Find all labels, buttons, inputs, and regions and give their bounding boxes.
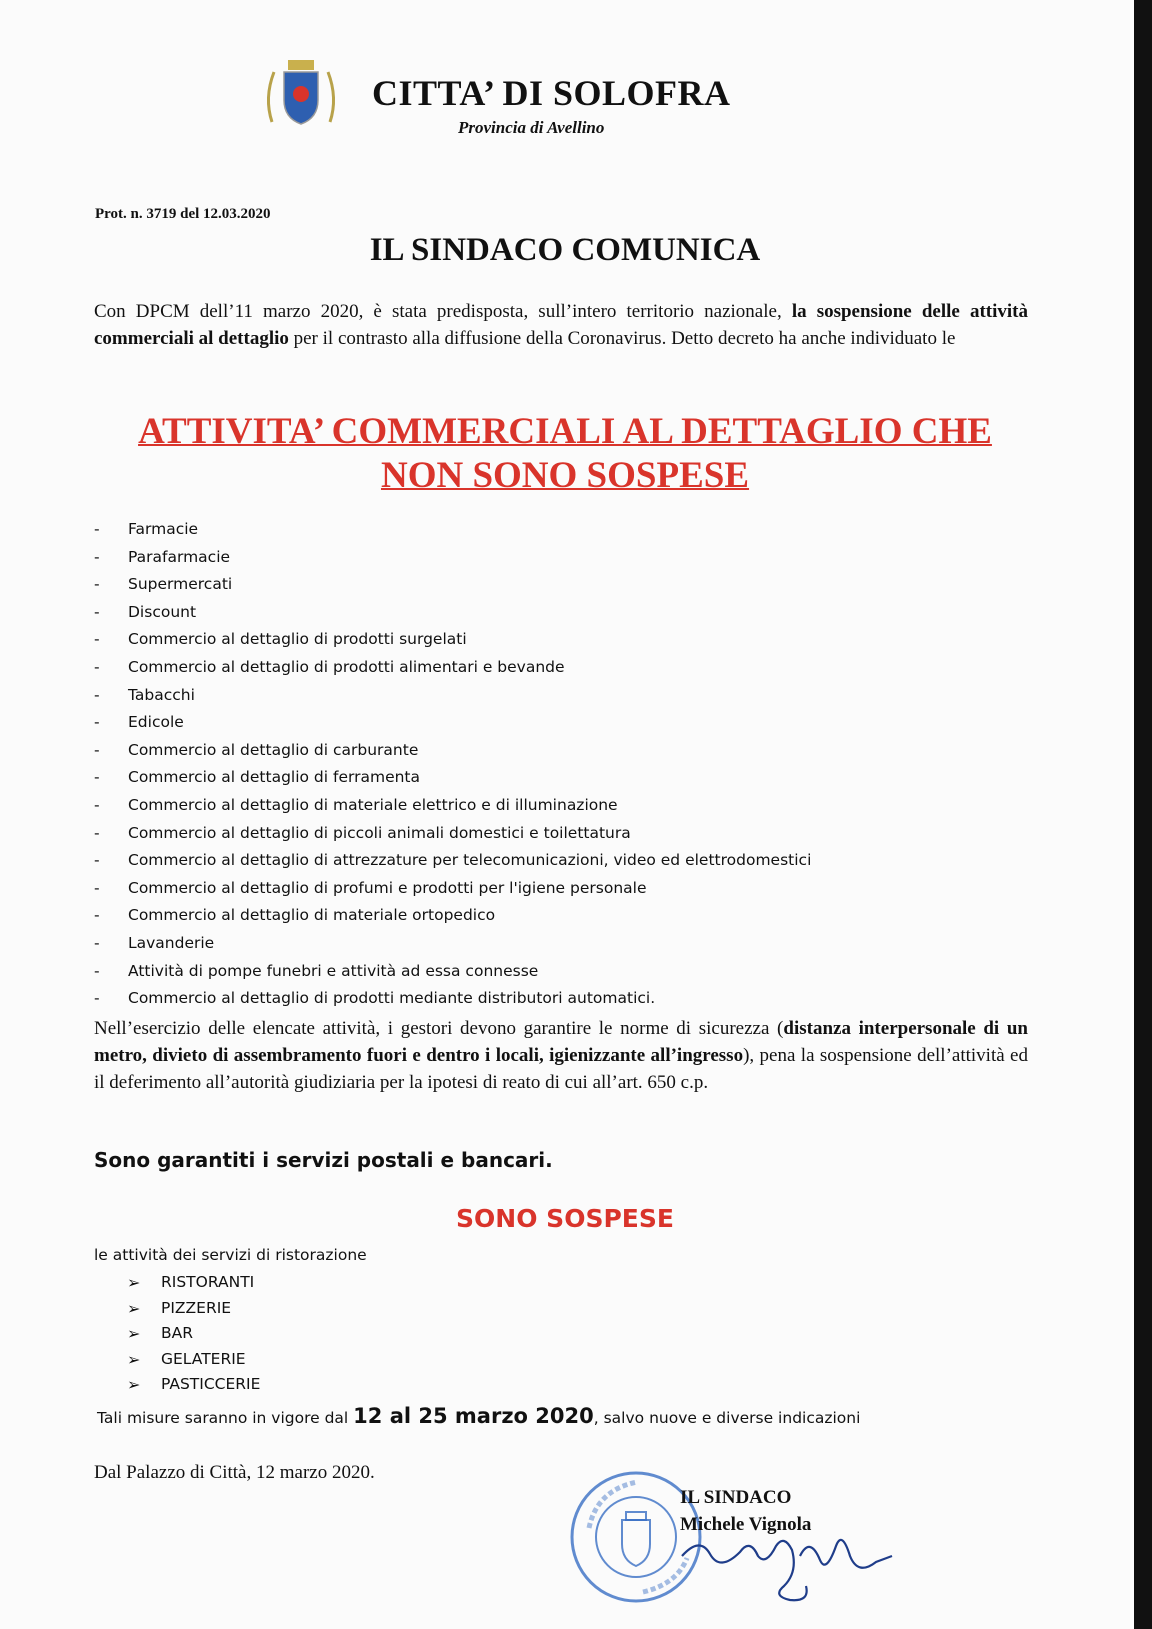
activity-label: Commercio al dettaglio di carburante (128, 740, 419, 759)
activity-label: Lavanderie (128, 933, 215, 952)
signatory-title: IL SINDACO (680, 1487, 792, 1508)
list-item (94, 985, 811, 1013)
suspended-item-label: PIZZERIE (161, 1298, 232, 1317)
list-item (94, 792, 811, 820)
activity-label: Commercio al dettaglio di attrezzature per telecomunicazioni, video ed elettrodomestici (128, 851, 812, 870)
list-item (94, 571, 811, 599)
arrow-bullet-icon: ➢ (127, 1349, 141, 1369)
page-title: IL SINDACO COMUNICA (369, 232, 761, 268)
activity-label: Commercio al dettaglio di prodotti mediante distributori automatici. (128, 989, 656, 1008)
activities-list (94, 516, 811, 1013)
list-item (94, 709, 811, 737)
suspended-item-label: RISTORANTI (161, 1273, 255, 1291)
dash-bullet: - (94, 878, 100, 897)
province-subtitle: Provincia di Avellino (458, 118, 605, 137)
dash-bullet: - (94, 933, 100, 952)
list-item (94, 902, 811, 930)
dash-bullet: - (94, 823, 100, 842)
arrow-bullet-icon: ➢ (127, 1298, 141, 1318)
list-item (127, 1270, 260, 1296)
dash-bullet: - (94, 851, 100, 870)
list-item (94, 820, 811, 848)
protocol-number: Prot. n. 3719 del 12.03.2020 (95, 206, 271, 222)
list-item (94, 626, 811, 654)
list-item (94, 764, 811, 792)
suspended-list (127, 1270, 260, 1398)
dash-bullet: - (94, 602, 100, 621)
dash-bullet: - (94, 685, 100, 704)
list-item (94, 544, 811, 572)
handwritten-signature (680, 1516, 900, 1606)
dash-bullet: - (94, 575, 100, 594)
coat-of-arms-logo (262, 58, 340, 130)
activity-label: Supermercati (128, 575, 233, 594)
dash-bullet: - (94, 795, 100, 814)
list-item (94, 516, 811, 544)
place-date: Dal Palazzo di Città, 12 marzo 2020. (94, 1462, 375, 1483)
arrow-bullet-icon: ➢ (127, 1324, 141, 1344)
activity-label: Edicole (128, 713, 184, 732)
intro-paragraph: Con DPCM dell’11 marzo 2020, è stata predisposta, sull’intero territorio nazionale, la sospensione delle attività commerciali al dettaglio per il contrasto alla diffusione della Coronavirus. Detto decreto ha anche individuato le (94, 301, 1028, 349)
activity-label: Commercio al dettaglio di ferramenta (128, 768, 421, 787)
dash-bullet: - (94, 740, 100, 759)
headline-active-activities: ATTIVITA’ COMMERCIALI AL DETTAGLIO CHE NON SONO SOSPESE (138, 411, 992, 496)
activity-label: Commercio al dettaglio di materiale ortopedico (128, 906, 496, 925)
activity-label: Commercio al dettaglio di prodotti surgelati (128, 630, 467, 649)
dash-bullet: - (94, 520, 100, 538)
activity-label: Discount (128, 602, 197, 621)
dash-bullet: - (94, 906, 100, 925)
scan-edge (1134, 0, 1152, 1629)
dash-bullet: - (94, 989, 100, 1008)
dash-bullet: - (94, 713, 100, 732)
list-item (94, 875, 811, 903)
list-item (127, 1321, 260, 1347)
city-title: CITTA’ DI SOLOFRA (372, 73, 731, 113)
safety-paragraph: Nell’esercizio delle elencate attività, i gestori devono garantire le norme di sicurezza (distanza interpersonale di un metro, divieto di assembramento fuori e dentro i locali, igienizzante all’ingresso), pena la sospensione dell’attività ed il deferimento all’autorità giudiziaria per la ipotesi di reato di cui all’art. 650 c.p. (94, 1018, 1028, 1093)
activity-label: Tabacchi (128, 685, 195, 704)
suspended-item-label: BAR (161, 1324, 194, 1343)
list-item (94, 847, 811, 875)
dash-bullet: - (94, 547, 100, 566)
activity-label: Commercio al dettaglio di prodotti alimentari e bevande (128, 657, 565, 676)
guaranteed-services: Sono garantiti i servizi postali e bancari. (94, 1148, 553, 1172)
list-item (94, 958, 811, 986)
list-item (94, 930, 811, 958)
activity-label: Farmacie (128, 520, 199, 538)
dash-bullet: - (94, 768, 100, 787)
suspended-item-label: PASTICCERIE (161, 1375, 261, 1394)
activity-label: Parafarmacie (128, 547, 231, 566)
activity-label: Commercio al dettaglio di materiale elettrico e di illuminazione (128, 795, 618, 814)
dash-bullet: - (94, 961, 100, 980)
list-item (94, 682, 811, 710)
list-item (127, 1296, 260, 1322)
list-item (94, 599, 811, 627)
activity-label: Attività di pompe funebri e attività ad essa connesse (128, 961, 539, 980)
suspended-item-label: GELATERIE (161, 1349, 246, 1368)
signatory-name: Michele Vignola (680, 1514, 812, 1535)
suspended-heading: SONO SOSPESE (456, 1204, 674, 1233)
arrow-bullet-icon: ➢ (127, 1375, 141, 1395)
activity-label: Commercio al dettaglio di profumi e prodotti per l'igiene personale (128, 878, 647, 897)
list-item (127, 1372, 260, 1398)
suspended-intro: le attività dei servizi di ristorazione (94, 1246, 367, 1264)
activity-label: Commercio al dettaglio di piccoli animali domestici e toilettatura (128, 823, 631, 842)
list-item (94, 654, 811, 682)
arrow-bullet-icon: ➢ (127, 1273, 141, 1292)
dash-bullet: - (94, 657, 100, 676)
dash-bullet: - (94, 630, 100, 649)
validity-note: Tali misure saranno in vigore dal 12 al 25 marzo 2020, salvo nuove e diverse indicazioni (97, 1404, 861, 1428)
list-item (127, 1347, 260, 1373)
list-item (94, 737, 811, 765)
